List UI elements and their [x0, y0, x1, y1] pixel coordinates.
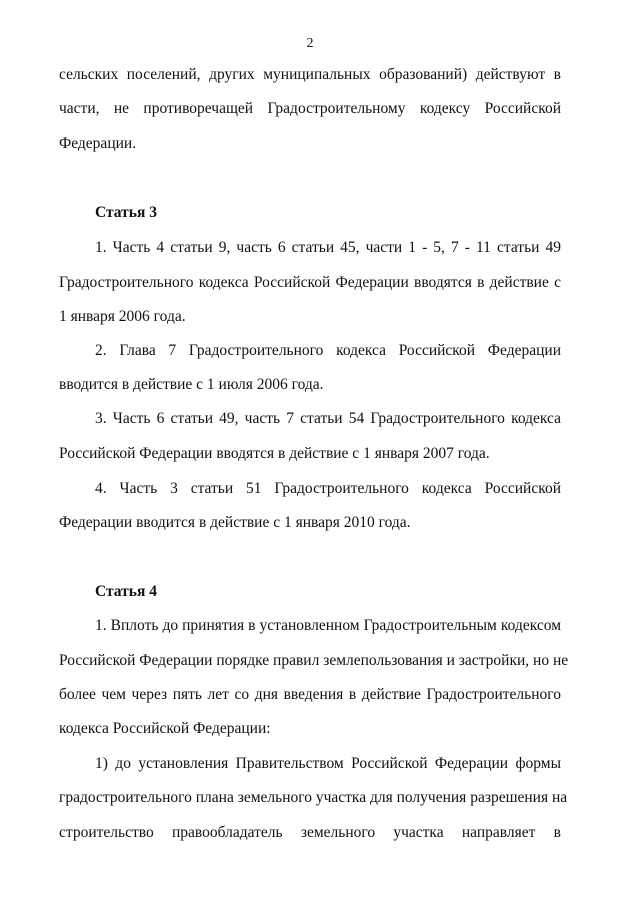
text-line: Федерации. — [59, 135, 137, 152]
text-line: Градостроительного кодекса Российской Федерации вводятся в действие с — [59, 274, 561, 291]
text-line: кодекса Российской Федерации: — [59, 720, 271, 737]
text-line: 1. Часть 4 статьи 9, часть 6 статьи 45, части 1 - 5, 7 - 11 статьи 49 — [95, 239, 561, 256]
text-line: 4. Часть 3 статьи 51 Градостроительного кодекса Российской — [95, 480, 561, 497]
page-number: 2 — [306, 36, 314, 51]
text-line: Российской Федерации вводятся в действие с 1 января 2007 года. — [59, 445, 490, 462]
text-line: Российской Федерации порядке правил землепользования и застройки, но не — [59, 652, 569, 669]
text-line: 2. Глава 7 Градостроительного кодекса Российской Федерации — [95, 342, 561, 359]
text-line: более чем через пять лет со дня введения в действие Градостроительного — [59, 686, 561, 703]
text-line: строительство правообладатель земельного участка направляет в — [59, 824, 561, 841]
text-line: части, не противоречащей Градостроительному кодексу Российской — [59, 100, 561, 117]
article-4-heading: Статья 4 — [95, 583, 157, 600]
article-3-heading: Статья 3 — [95, 204, 157, 221]
text-line: градостроительного плана земельного участка для получения разрешения на — [59, 789, 568, 806]
text-line: 3. Часть 6 статьи 49, часть 7 статьи 54 Градостроительного кодекса — [95, 410, 561, 427]
text-line: сельских поселений, других муниципальных образований) действуют в — [59, 66, 561, 83]
text-line: Федерации вводится в действие с 1 января 2010 года. — [59, 514, 411, 531]
text-line: 1. Вплоть до принятия в установленном Градостроительным кодексом — [95, 617, 561, 634]
text-line: 1 января 2006 года. — [59, 308, 186, 325]
text-line: 1) до установления Правительством Российской Федерации формы — [95, 755, 561, 772]
text-line: вводится в действие с 1 июля 2006 года. — [59, 376, 324, 393]
